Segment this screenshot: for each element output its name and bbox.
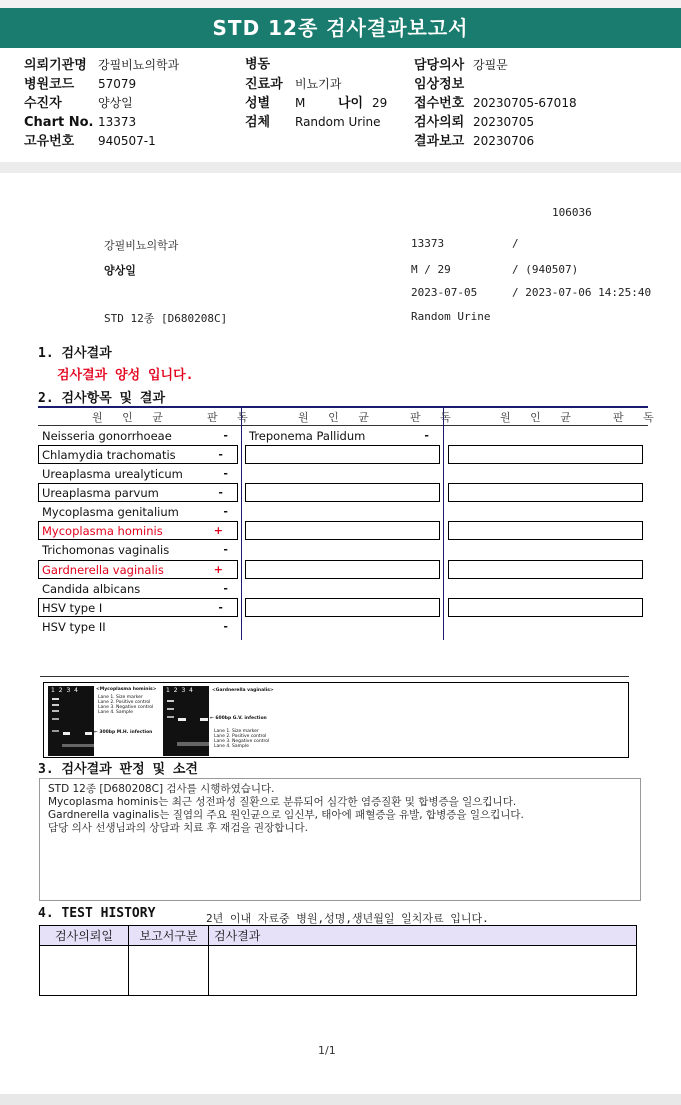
gel-image-panel: [43, 682, 629, 758]
history-table: [39, 925, 637, 996]
header-col3: 담당의사 강필문 임상정보 접수번호 20230705-67018 검사의뢰 20230705 결과보고 20230706: [414, 58, 577, 149]
result-row: Treponema Pallidum -: [249, 429, 429, 443]
report-id: 106036: [552, 206, 592, 219]
overall-result: 검사결과 양성 입니다.: [57, 368, 194, 383]
empty-cell: [448, 560, 643, 579]
result-row: Ureaplasma parvum -: [38, 483, 238, 502]
history-col-request-date: 검사의뢰일: [40, 926, 129, 946]
gel-legend-gv: Lane 1. Size marker Lane 2. Positive control Lane 3. Negative control Lane 4. Sample: [214, 729, 270, 749]
col-divider-2: [443, 408, 444, 640]
chart-slash: /: [512, 237, 519, 250]
empty-cell: [245, 598, 440, 617]
table-head-rule: [38, 425, 648, 426]
gel-photo-mh: 1 2 3 4: [48, 686, 94, 756]
result-row: Trichomonas vaginalis -: [42, 543, 228, 557]
empty-cell: [245, 560, 440, 579]
finding-line: STD 12종 [D680208C] 검사를 시행하였습니다.: [48, 783, 275, 795]
col2-result-header: 판 독: [410, 411, 459, 424]
result-row: Mycoplasma genitalium -: [42, 505, 228, 519]
top-strip: [0, 0, 681, 8]
specimen: Random Urine: [411, 310, 491, 323]
test-name: STD 12종 [D680208C]: [104, 312, 228, 325]
empty-cell: [448, 483, 643, 502]
result-row-positive: Mycoplasma hominis +: [38, 521, 238, 540]
footer-strip: [0, 1094, 681, 1105]
finding-line: Mycoplasma hominis는 최근 성전파성 질환으로 분류되어 심각한 염증질환 및 합병증을 일으킵니다.: [48, 796, 517, 808]
finding-line: 담당 의사 선생님과의 상담과 치료 후 재검을 권장합니다.: [48, 822, 308, 834]
col1-organism-header: 원 인 균: [92, 411, 171, 424]
header-col1: 의뢰기관명 강필비뇨의학과 병원코드 57079 수진자 양상일 Chart No. 13373 고유번호 940507-1: [24, 58, 180, 149]
history-col-result: 검사결과: [209, 926, 637, 946]
history-header-row: [40, 926, 637, 946]
history-col-report-type: 보고서구분: [129, 926, 209, 946]
page-number: 1/1: [318, 1044, 336, 1057]
section-1-title: 1. 검사결과: [38, 346, 112, 361]
history-note: 2년 이내 자료중 병원,성명,생년월일 일치자료 입니다.: [206, 912, 489, 925]
empty-cell: [245, 521, 440, 540]
request-date: 2023-07-05: [411, 286, 478, 299]
result-row: Neisseria gonorrhoeae -: [42, 429, 228, 443]
birth-date: / (940507): [512, 263, 579, 276]
report-datetime: / 2023-07-06 14:25:40: [512, 286, 652, 299]
result-row-positive: Gardnerella vaginalis +: [38, 560, 238, 579]
gel-band-gv: ← 600bp G.V. infection: [210, 716, 267, 721]
result-row: Chlamydia trachomatis -: [38, 445, 238, 464]
gel-title-mh: <Mycoplasma hominis>: [96, 687, 157, 692]
chart-number: 13373: [411, 237, 445, 250]
gel-legend-mh: Lane 1. Size marker Lane 2. Positive control Lane 3. Negative control Lane 4. Sample: [98, 695, 154, 715]
col2-organism-header: 원 인 균: [298, 411, 377, 424]
empty-cell: [245, 483, 440, 502]
section-2-title: 2. 검사항목 및 결과: [38, 391, 166, 406]
result-row: HSV type I -: [38, 598, 238, 617]
ward-label: 병동: [245, 57, 271, 72]
result-row: HSV type II -: [42, 620, 228, 634]
finding-line: Gardnerella vaginalis는 질염의 주요 원인균으로 임신부, 태아에 패혈증을 유발, 합병증을 일으킵니다.: [48, 809, 524, 821]
sex-age: M / 29: [411, 263, 451, 276]
clinic-name: 강필비뇨의학과: [104, 239, 179, 252]
gel-band-mh: ← 300bp M.H. infection: [94, 730, 153, 735]
report-title: STD 12종 검사결과보고서: [0, 8, 681, 48]
history-empty-row: [40, 946, 637, 996]
patient-name: 양상일: [104, 264, 136, 277]
section-4-title: 4. TEST HISTORY: [38, 906, 156, 921]
header-separator: [0, 162, 681, 173]
table-top-rule: [38, 406, 648, 408]
col1-result-header: 판 독: [207, 411, 256, 424]
empty-cell: [245, 445, 440, 464]
col3-organism-header: 원 인 균: [500, 411, 579, 424]
header-col2: 병동 진료과 비뇨기과 성별 M 나이 29 검체 Random Urine: [245, 57, 388, 130]
empty-cell: [448, 521, 643, 540]
empty-cell: [448, 598, 643, 617]
gel-title-gv: <Gardnerella vaginalis>: [212, 688, 274, 693]
result-row: Candida albicans -: [42, 582, 228, 596]
empty-cell: [448, 445, 643, 464]
findings-box: [39, 778, 641, 901]
col3-result-header: 판 독: [613, 411, 662, 424]
result-row: Ureaplasma urealyticum -: [42, 467, 228, 481]
gel-top-rule: [40, 676, 629, 677]
gel-photo-gv: 1 2 3 4: [163, 686, 209, 756]
section-3-title: 3. 검사결과 판정 및 소견: [38, 762, 198, 777]
